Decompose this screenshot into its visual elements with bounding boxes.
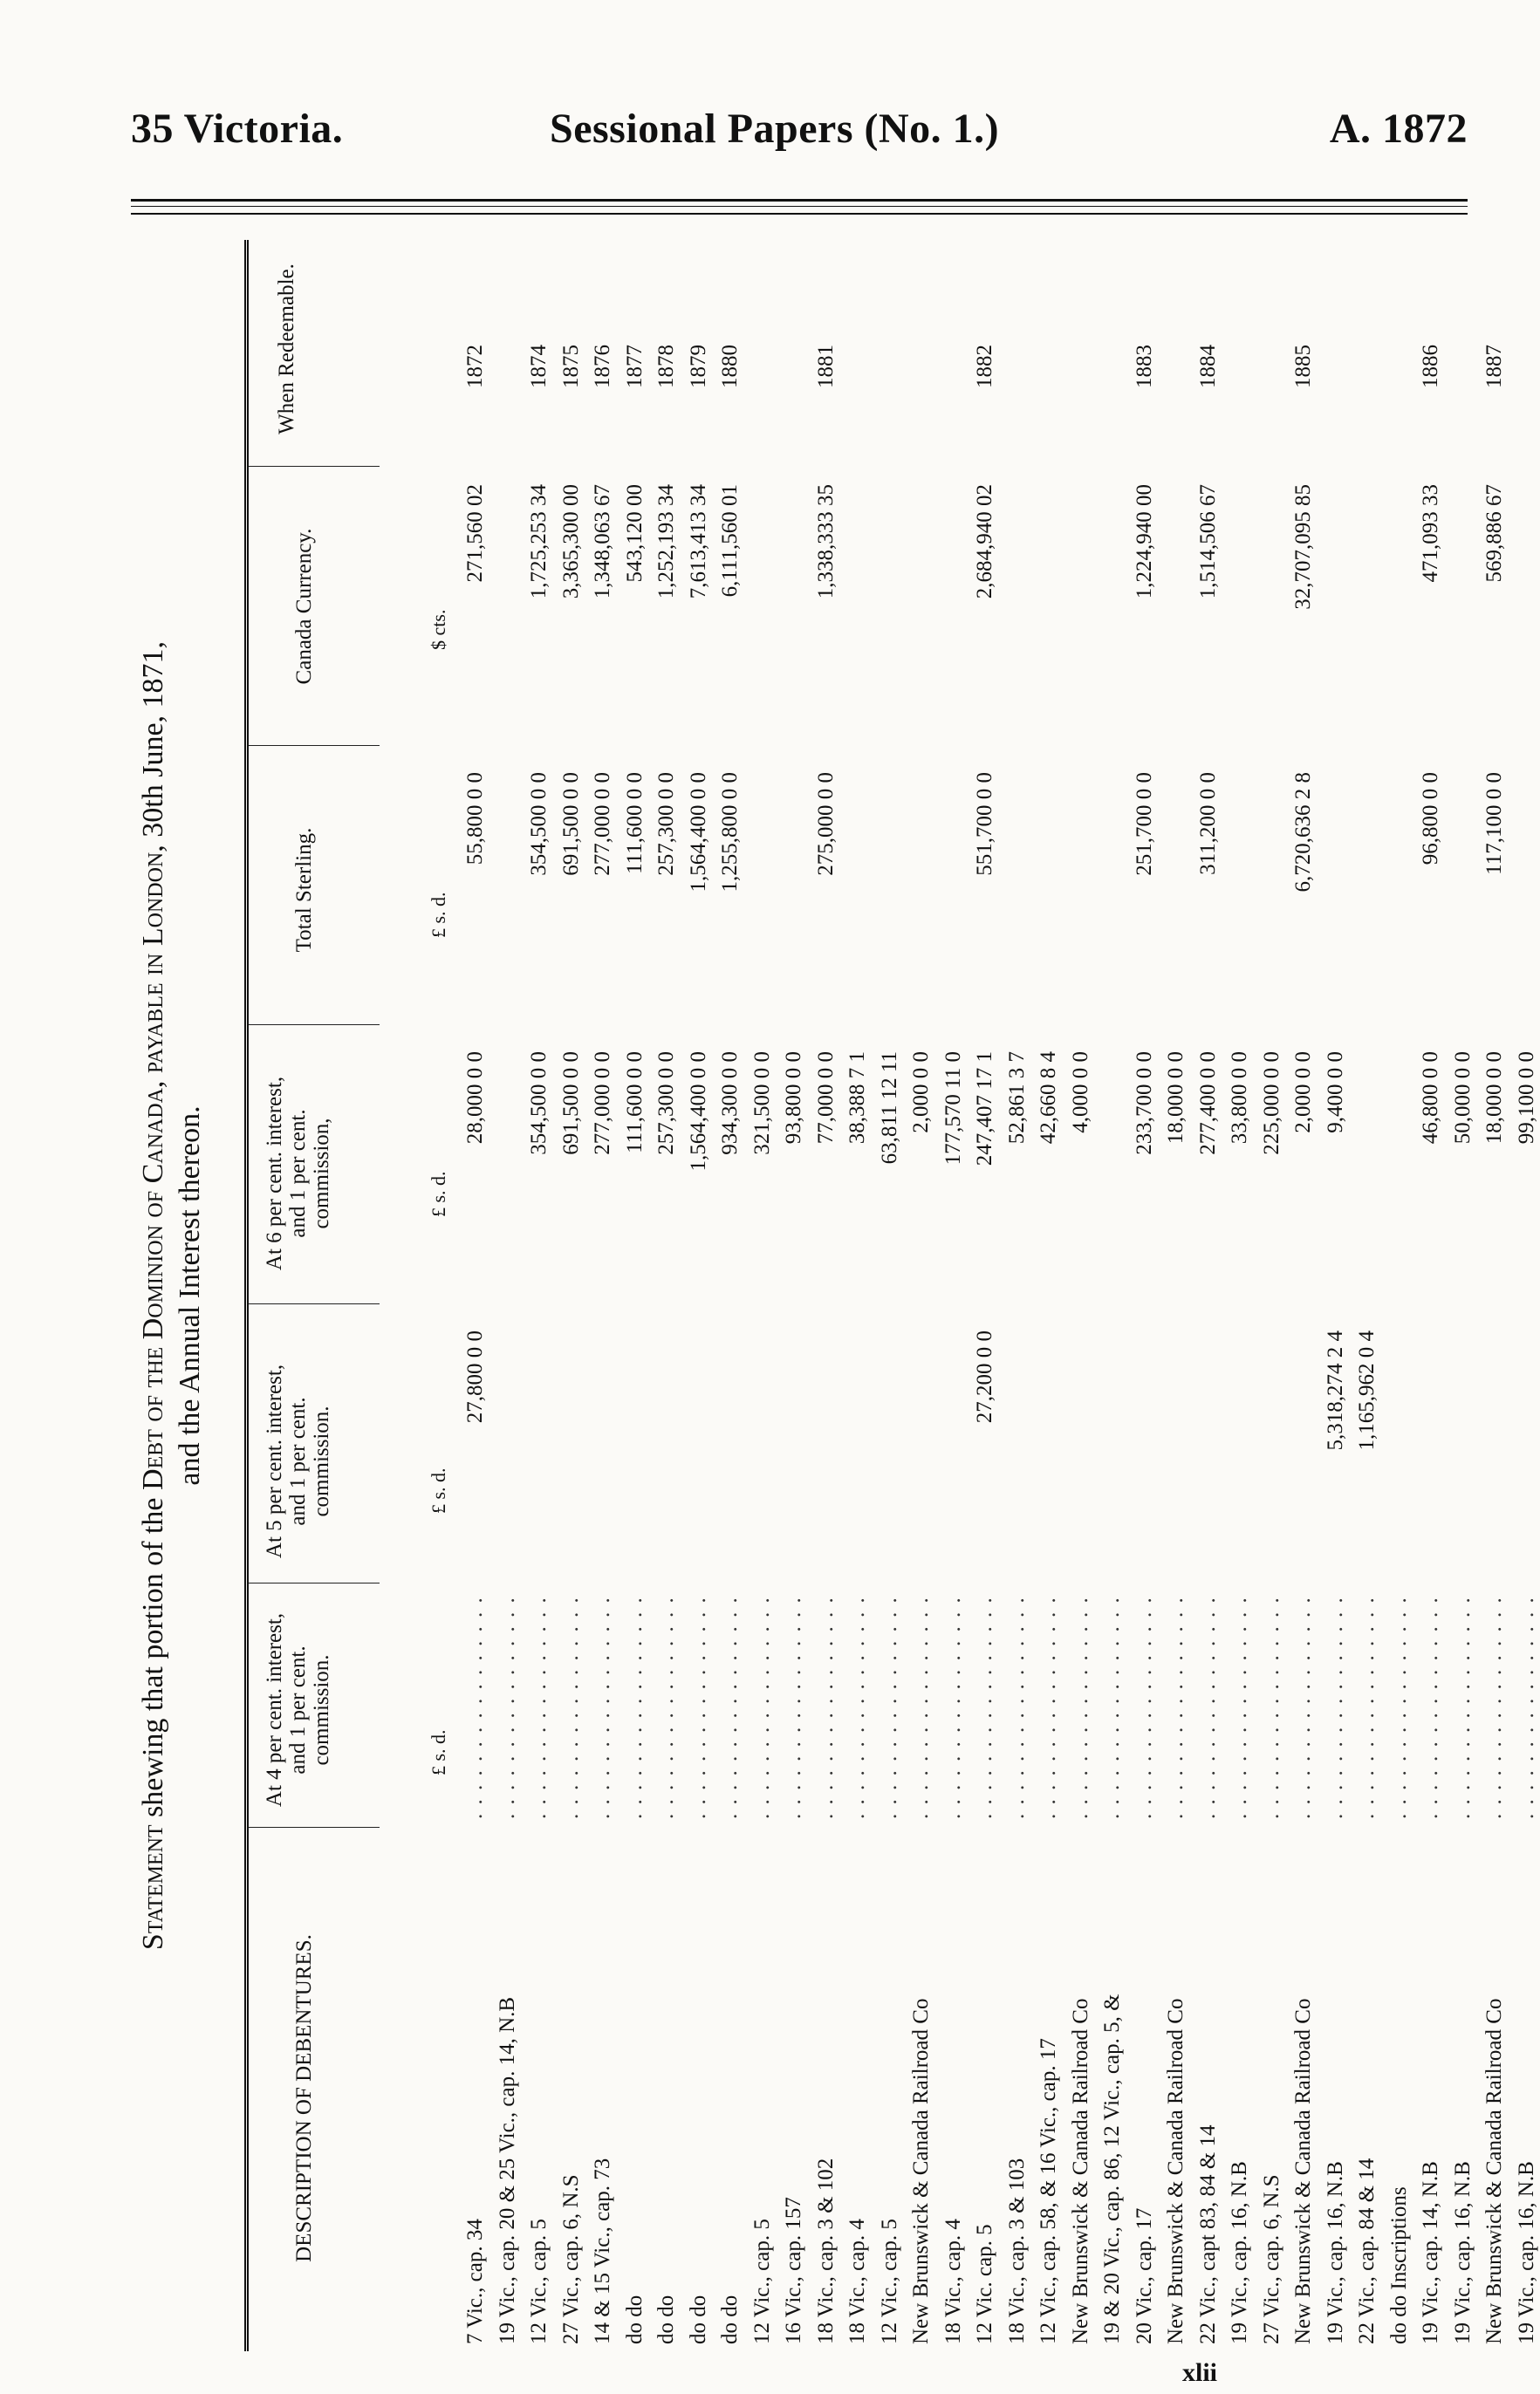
cell-when-redeemable: 1880 [718,345,742,388]
table-row [972,240,998,2351]
cell-total-sterling: 251,700 0 0 [1132,772,1156,876]
cell-when-redeemable: 1884 [1195,345,1220,388]
leader-dots: . . . . . . . . . . . . . . . . [1164,1596,1188,1819]
cell-when-redeemable: 1885 [1291,345,1315,388]
cell-description: New Brunswick & Canada Railroad Co [1482,1998,1506,2344]
cell-description: 27 Vic., cap. 6, N.S [1259,2174,1283,2344]
cell-description: 19 Vic., cap. 16, N.B [1323,2161,1347,2344]
cell-when-redeemable: 1876 [591,345,614,388]
cell-6-percent: 63,811 12 11 [877,1051,901,1165]
table-row [462,240,489,2351]
units-total-sterling: £ s. d. [428,892,449,938]
table-row [845,240,871,2351]
header-rule-lower [131,213,1468,215]
leader-dots: . . . . . . . . . . . . . . . . [845,1596,869,1819]
cell-description: 19 & 20 Vic., cap. 86, 12 Vic., cap. 5, & [1100,1994,1124,2344]
table-row [526,240,552,2351]
cell-6-percent: 2,000 0 0 [909,1051,933,1133]
cell-description: 18 Vic., cap. 3 & 102 [813,2158,838,2344]
table-row [781,240,807,2351]
cell-6-percent: 33,800 0 0 [1228,1051,1251,1145]
table-row [590,240,616,2351]
column-divider [249,466,380,467]
cell-when-redeemable: 1874 [527,345,551,388]
cell-5-percent: 5,318,274 2 4 [1323,1330,1347,1451]
leader-dots: . . . . . . . . . . . . . . . . [591,1596,614,1819]
leader-dots: . . . . . . . . . . . . . . . . [1068,1596,1092,1819]
cell-canada-currency: 1,514,506 67 [1195,484,1220,599]
cell-canada-currency: 32,707,095 85 [1291,484,1315,610]
cell-description: 18 Vic., cap. 4 [941,2219,965,2344]
page-number: xlii [1182,2358,1218,2387]
cell-canada-currency: 1,725,253 34 [527,484,551,599]
table-row [1514,240,1540,2351]
cell-canada-currency: 1,252,193 34 [654,484,678,599]
leader-dots: . . . . . . . . . . . . . . . . [558,1596,583,1819]
header-year: A. 1872 [1329,106,1468,152]
cell-description: 19 Vic., cap. 16, N.B [1514,2161,1538,2344]
cell-6-percent: 42,660 8 4 [1037,1051,1060,1145]
col-header-4-percent: At 4 per cent. interest, and 1 per cent. commission. [263,1612,333,1808]
cell-description: 19 Vic., cap. 14, N.B [1419,2161,1442,2344]
leader-dots: . . . . . . . . . . . . . . . . [495,1596,519,1819]
cell-6-percent: 177,570 11 0 [941,1051,965,1166]
cell-6-percent: 111,600 0 0 [622,1051,647,1153]
units-5-percent: £ s. d. [428,1467,449,1514]
leader-dots: . . . . . . . . . . . . . . . . [463,1596,487,1819]
leader-dots: . . . . . . . . . . . . . . . . [654,1596,678,1819]
cell-when-redeemable: 1879 [686,345,710,388]
leader-dots: . . . . . . . . . . . . . . . . [749,1596,774,1819]
cell-6-percent: 257,300 0 0 [654,1051,678,1155]
units-canada-currency: $ cts. [428,609,449,650]
col-header-6-percent: At 6 per cent. interest, and 1 per cent. commission, [263,1076,333,1271]
header-rule [131,199,1468,202]
leader-dots: . . . . . . . . . . . . . . . . [1100,1596,1124,1819]
cell-6-percent: 233,700 0 0 [1132,1051,1156,1155]
cell-canada-currency: 2,684,940 02 [973,484,996,599]
cell-6-percent: 354,500 0 0 [527,1051,551,1155]
cell-description: 12 Vic., cap. 5 [877,2219,901,2344]
title-line-2: and the Annual Interest thereon. [174,1105,206,1486]
title-part-1: Statement [137,1824,169,1951]
cell-canada-currency: 1,224,940 00 [1132,484,1156,599]
cell-6-percent: 46,800 0 0 [1419,1051,1442,1145]
cell-description: 14 & 15 Vic., cap. 73 [591,2158,614,2344]
cell-description: do do [718,2295,742,2344]
table-row [686,240,712,2351]
cell-6-percent: 247,407 17 1 [973,1051,996,1166]
cell-canada-currency: 6,111,560 01 [718,484,742,598]
cell-canada-currency: 7,613,413 34 [686,484,710,599]
cell-total-sterling: 1,255,800 0 0 [718,772,742,893]
table-row [558,240,585,2351]
table-row [622,240,648,2351]
table-row [1004,240,1030,2351]
rotated-debt-table [135,240,1538,2387]
cell-6-percent: 77,000 0 0 [813,1051,838,1145]
cell-total-sterling: 311,200 0 0 [1195,772,1220,875]
cell-6-percent: 52,861 3 7 [1004,1051,1029,1145]
table-row [1099,240,1126,2351]
title-part-2: shewing that portion of the [137,1490,169,1825]
cell-description: 22 Vic., cap. 84 & 14 [1355,2158,1379,2344]
column-divider [249,1827,380,1828]
cell-6-percent: 4,000 0 0 [1068,1051,1092,1133]
header-sessional-papers: Sessional Papers (No. 1.) [550,106,1000,152]
table-row [1386,240,1413,2351]
cell-canada-currency: 569,886 67 [1482,484,1506,583]
cell-6-percent: 18,000 0 0 [1482,1051,1506,1145]
cell-total-sterling: 111,600 0 0 [622,772,647,874]
leader-dots: . . . . . . . . . . . . . . . . [686,1596,710,1819]
leader-dots: . . . . . . . . . . . . . . . . [1291,1596,1315,1819]
units-6-percent: £ s. d. [428,1171,449,1217]
cell-total-sterling: 6,720,636 2 8 [1291,772,1315,893]
cell-description: do do Inscriptions [1386,2186,1411,2344]
leader-dots: . . . . . . . . . . . . . . . . [1195,1596,1220,1819]
table-row [1323,240,1349,2351]
leader-dots: . . . . . . . . . . . . . . . . [1355,1596,1379,1819]
table-row [717,240,743,2351]
cell-description: 12 Vic., cap. 5 [749,2219,774,2344]
statement-title [135,275,209,2316]
leader-dots: . . . . . . . . . . . . . . . . [1386,1596,1411,1819]
leader-dots: . . . . . . . . . . . . . . . . [973,1596,996,1819]
cell-when-redeemable: 1886 [1419,345,1442,388]
cell-description: 22 Vic., capt 83, 84 & 14 [1195,2124,1220,2344]
cell-when-redeemable: 1877 [622,345,647,388]
cell-6-percent: 18,000 0 0 [1164,1051,1188,1145]
header-rule-thin [131,206,1468,207]
cell-total-sterling: 117,100 0 0 [1482,772,1506,875]
cell-total-sterling: 354,500 0 0 [527,772,551,876]
cell-when-redeemable: 1887 [1482,345,1506,388]
cell-total-sterling: 275,000 0 0 [813,772,838,876]
cell-when-redeemable: 1878 [654,345,678,388]
cell-description: 12 Vic. cap. 5 [973,2224,996,2344]
leader-dots: . . . . . . . . . . . . . . . . [718,1596,742,1819]
cell-5-percent: 1,165,962 0 4 [1355,1330,1379,1451]
leader-dots: . . . . . . . . . . . . . . . . [782,1596,805,1819]
cell-6-percent: 1,564,400 0 0 [686,1051,710,1172]
table-row [908,240,934,2351]
col-header-description: DESCRIPTION OF DEBENTURES. [292,1934,316,2262]
debt-table [244,240,1538,2351]
cell-description: 7 Vic., cap. 34 [463,2219,487,2344]
cell-description: New Brunswick & Canada Railroad Co [1068,1998,1092,2344]
cell-6-percent: 277,000 0 0 [591,1051,614,1155]
cell-6-percent: 99,100 0 0 [1514,1051,1538,1145]
cell-total-sterling: 55,800 0 0 [463,772,487,865]
table-row [813,240,839,2351]
cell-description: New Brunswick & Canada Railroad Co [1164,1998,1188,2344]
cell-total-sterling: 277,000 0 0 [591,772,614,876]
cell-description: 20 Vic., cap. 17 [1132,2207,1156,2344]
cell-total-sterling: 1,564,400 0 0 [686,772,710,893]
cell-canada-currency: 471,093 33 [1419,484,1442,583]
leader-dots: . . . . . . . . . . . . . . . . [877,1596,901,1819]
cell-when-redeemable: 1875 [558,345,583,388]
table-row [749,240,776,2351]
cell-6-percent: 934,300 0 0 [718,1051,742,1155]
cell-canada-currency: 271,560 02 [463,484,487,583]
cell-description: New Brunswick & Canada Railroad Co [909,1998,933,2344]
leader-dots: . . . . . . . . . . . . . . . . [1514,1596,1538,1819]
leader-dots: . . . . . . . . . . . . . . . . [1323,1596,1347,1819]
column-divider [249,745,380,746]
leader-dots: . . . . . . . . . . . . . . . . [622,1596,647,1819]
table-row [1195,240,1222,2351]
table-row [495,240,521,2351]
leader-dots: . . . . . . . . . . . . . . . . [1259,1596,1283,1819]
table-row [877,240,903,2351]
cell-canada-currency: 543,120 00 [622,484,647,583]
leader-dots: . . . . . . . . . . . . . . . . [1450,1596,1475,1819]
title-part-3: Debt of the Dominion of Canada, payable in London [137,852,169,1491]
cell-description: do do [622,2295,647,2344]
cell-description: 19 Vic., cap. 20 & 25 Vic., cap. 14, N.B [495,1996,519,2344]
cell-canada-currency: 3,365,300 00 [558,484,583,599]
cell-5-percent: 27,800 0 0 [463,1330,487,1424]
cell-total-sterling: 257,300 0 0 [654,772,678,876]
cell-6-percent: 28,000 0 0 [463,1051,487,1145]
col-header-canada-currency: Canada Currency. [292,528,316,685]
leader-dots: . . . . . . . . . . . . . . . . [941,1596,965,1819]
leader-dots: . . . . . . . . . . . . . . . . [1004,1596,1029,1819]
cell-description: do do [654,2295,678,2344]
leader-dots: . . . . . . . . . . . . . . . . [1132,1596,1156,1819]
col-header-5-percent: At 5 per cent. interest, and 1 per cent. commission. [263,1364,333,1559]
col-header-when-redeemable: When Redeemable. [275,263,298,434]
cell-description: 19 Vic., cap. 16, N.B [1450,2161,1475,2344]
column-divider [249,1303,380,1304]
table-row [1259,240,1285,2351]
cell-canada-currency: 1,338,333 35 [813,484,838,599]
cell-description: 12 Vic., cap. 5 [527,2219,551,2344]
cell-description: 12 Vic., cap. 58, & 16 Vic., cap. 17 [1037,2038,1060,2344]
cell-6-percent: 691,500 0 0 [558,1051,583,1155]
header-session: 35 Victoria. [131,106,344,152]
cell-6-percent: 321,500 0 0 [749,1051,774,1155]
table-row [1163,240,1189,2351]
table-row [654,240,680,2351]
leader-dots: . . . . . . . . . . . . . . . . [527,1596,551,1819]
cell-6-percent: 50,000 0 0 [1450,1051,1475,1145]
cell-description: do do [686,2295,710,2344]
leader-dots: . . . . . . . . . . . . . . . . [1419,1596,1442,1819]
leader-dots: . . . . . . . . . . . . . . . . [1228,1596,1251,1819]
cell-description: 16 Vic., cap. 157 [782,2197,805,2344]
leader-dots: . . . . . . . . . . . . . . . . [1037,1596,1060,1819]
col-header-total-sterling: Total Sterling. [292,827,316,953]
cell-description: 19 Vic., cap. 16, N.B [1228,2161,1251,2344]
cell-description: New Brunswick & Canada Railroad Co [1291,1998,1315,2344]
leader-dots: . . . . . . . . . . . . . . . . [1482,1596,1506,1819]
table-row [1450,240,1476,2351]
cell-total-sterling: 551,700 0 0 [973,772,996,876]
table-row [941,240,967,2351]
table-row [1290,240,1317,2351]
cell-when-redeemable: 1881 [813,345,838,388]
cell-description: 27 Vic., cap. 6, N.S [558,2174,583,2344]
cell-canada-currency: 1,348,063 67 [591,484,614,599]
cell-when-redeemable: 1882 [973,345,996,388]
table-row [1036,240,1062,2351]
table-row [1227,240,1253,2351]
leader-dots: . . . . . . . . . . . . . . . . [813,1596,838,1819]
title-part-4: , 30th June, 1871, [137,640,169,852]
cell-5-percent: 27,200 0 0 [973,1330,996,1424]
cell-total-sterling: 691,500 0 0 [558,772,583,876]
column-divider [249,1024,380,1025]
table-row [1132,240,1158,2351]
cell-6-percent: 225,000 0 0 [1259,1051,1283,1155]
cell-description: 18 Vic., cap. 4 [845,2219,869,2344]
cell-6-percent: 93,800 0 0 [782,1051,805,1145]
table-row [1068,240,1094,2351]
cell-6-percent: 9,400 0 0 [1323,1051,1347,1133]
cell-total-sterling: 96,800 0 0 [1419,772,1442,865]
cell-6-percent: 277,400 0 0 [1195,1051,1220,1155]
table-row [1418,240,1444,2351]
table-row [1482,240,1508,2351]
cell-6-percent: 2,000 0 0 [1291,1051,1315,1133]
cell-when-redeemable: 1872 [463,345,487,388]
cell-6-percent: 38,388 7 1 [845,1051,869,1145]
cell-when-redeemable: 1883 [1132,345,1156,388]
leader-dots: . . . . . . . . . . . . . . . . [909,1596,933,1819]
cell-description: 18 Vic., cap. 3 & 103 [1004,2158,1029,2344]
table-row [1354,240,1380,2351]
units-4-percent: £ s. d. [428,1729,449,1775]
